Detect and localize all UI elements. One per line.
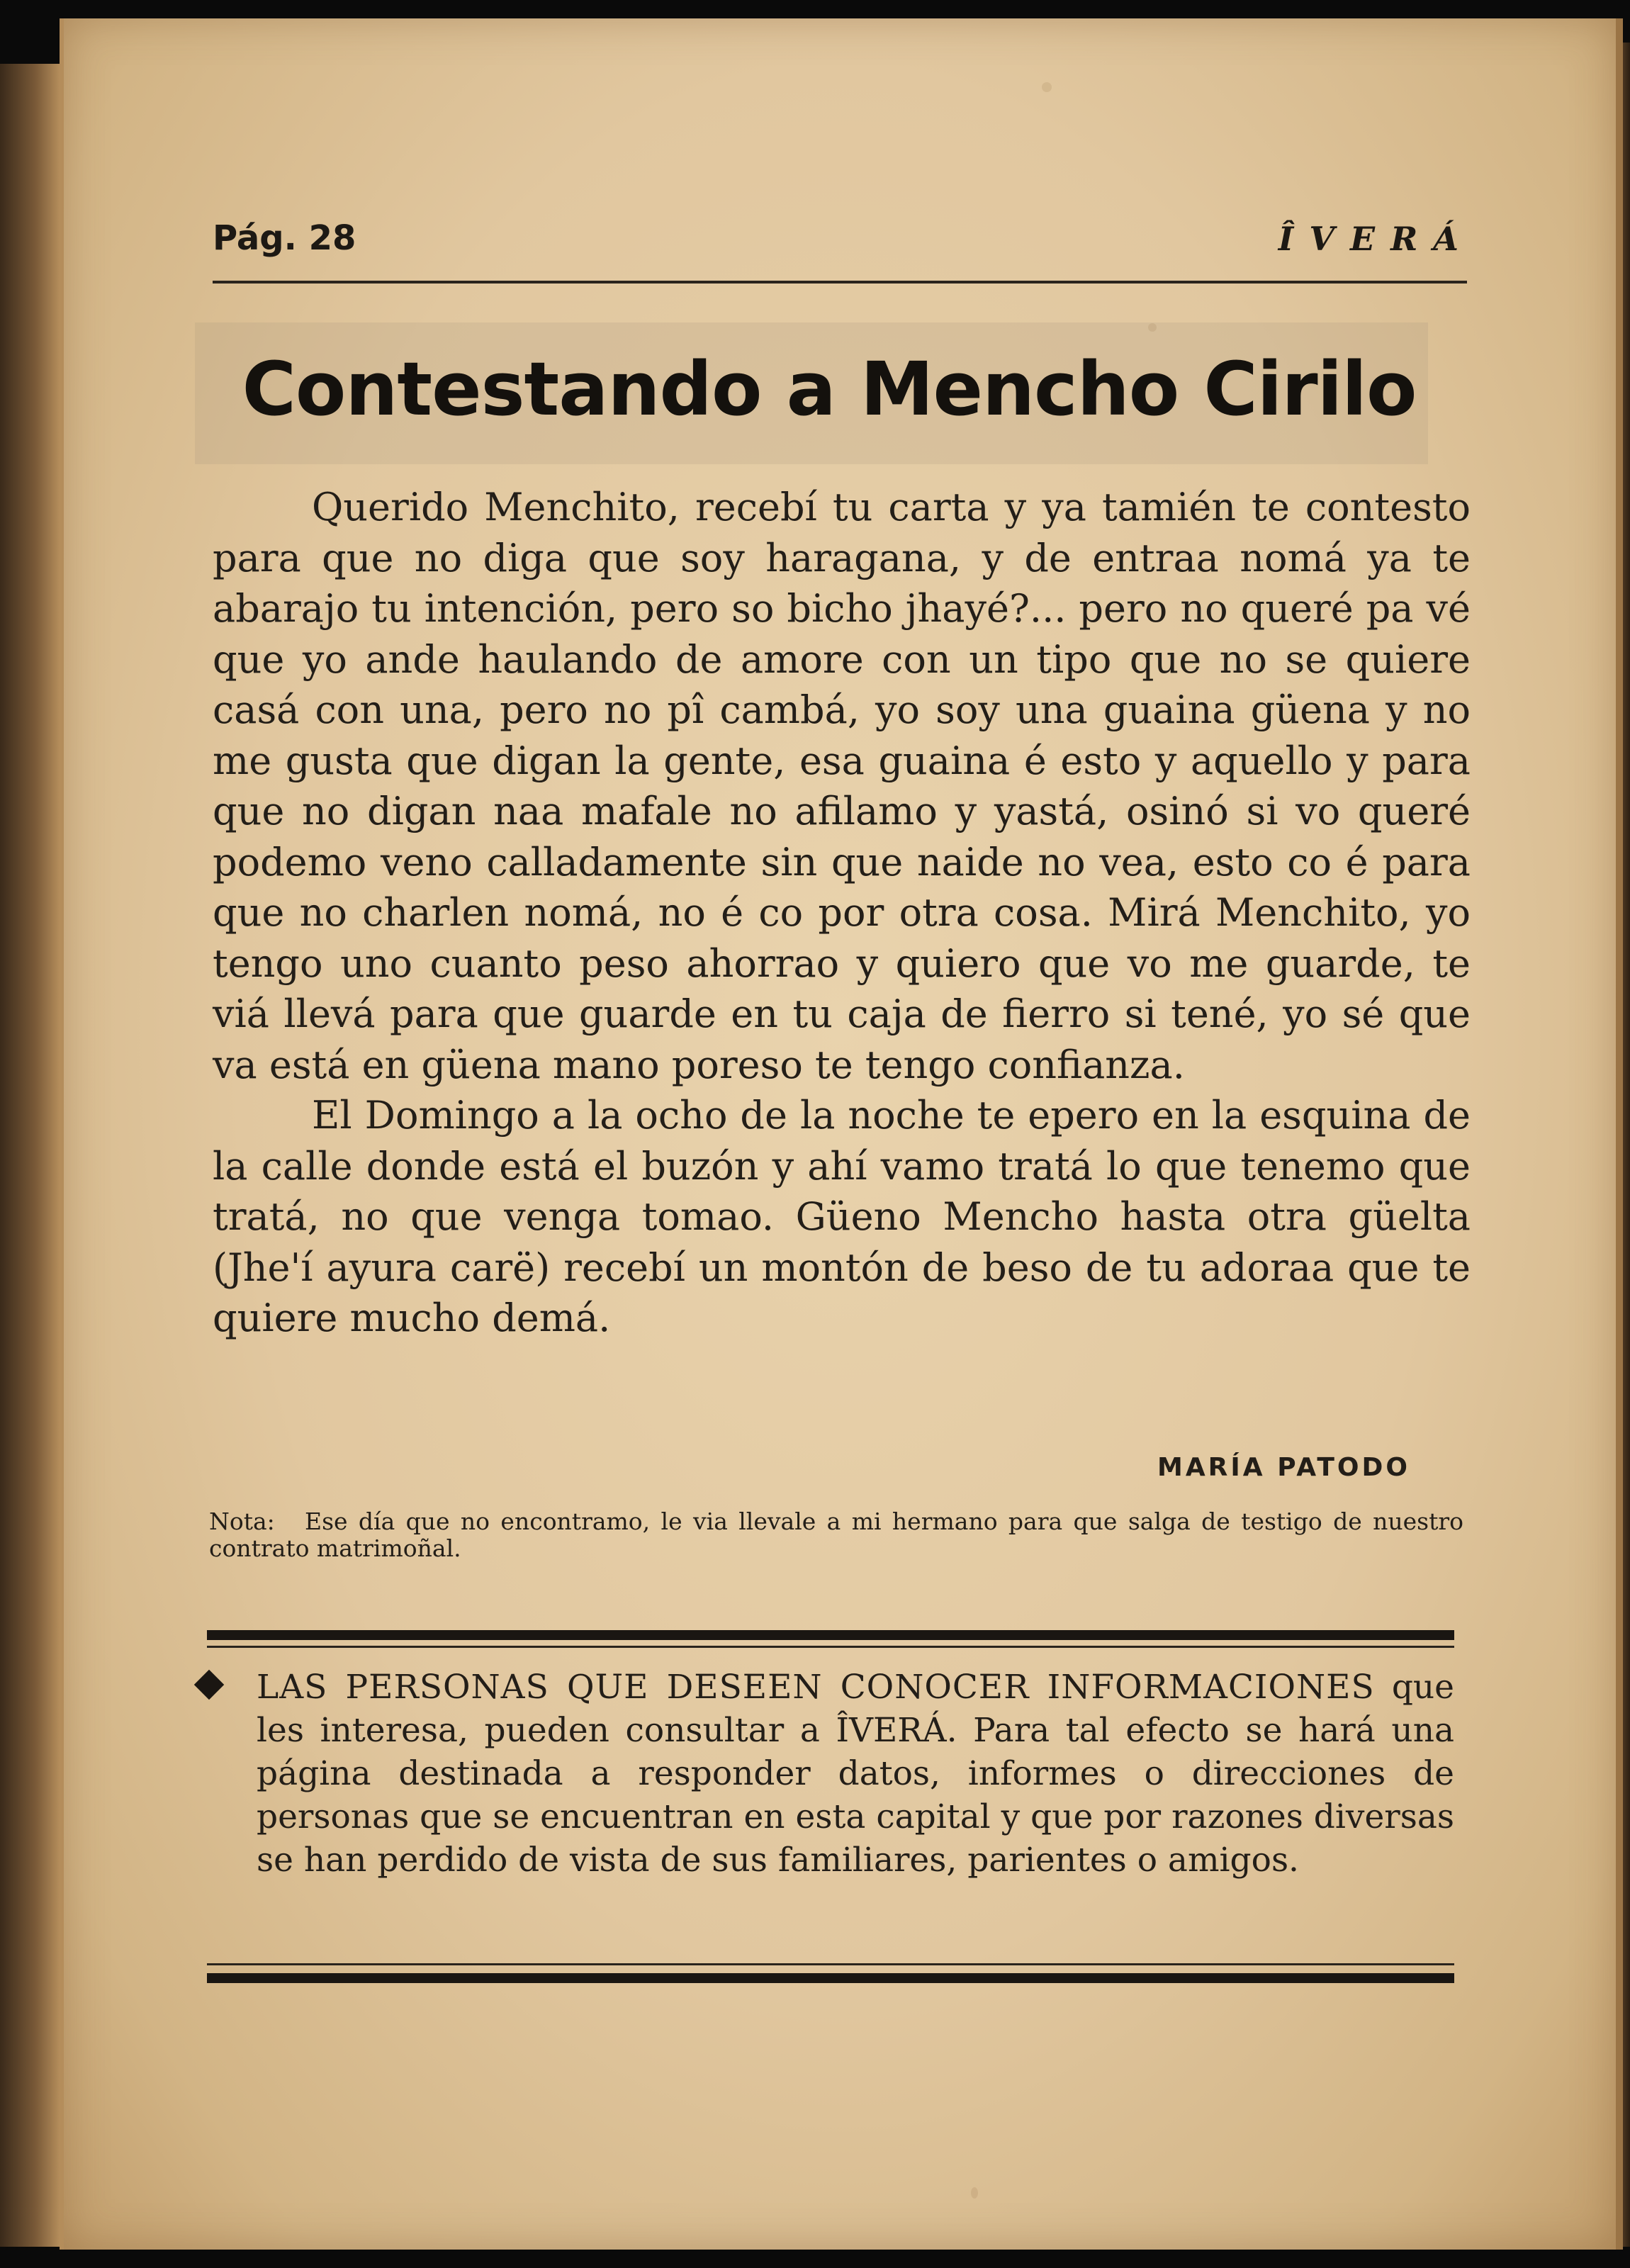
book-spine-edge	[0, 64, 60, 2247]
bottom-divider-thin	[207, 1963, 1454, 1965]
note-label: Nota:	[209, 1508, 275, 1535]
article-paragraph: El Domingo a la ocho de la noche te epero en la esquina de la calle donde está el buzón y ahí vamo tratá lo que tenemo que tratá, no que venga tomao. Güeno Mencho hasta otra güelta (Jhe'í ayura carë) recebí un montón de beso de tu adoraa que te quiere mucho demá.	[213, 1093, 1471, 1340]
announcement-lead: LAS PERSONAS QUE DESEEN CONOCER INFORMACIONES	[257, 1668, 1375, 1707]
article-title: Contestando a Mencho Cirilo	[242, 346, 1417, 432]
section-divider-thick	[207, 1630, 1454, 1640]
magazine-name: ÎVERÁ	[1278, 220, 1474, 258]
bottom-divider-thick	[207, 1973, 1454, 1983]
article-signature: MARÍA PATODO	[1157, 1453, 1410, 1482]
page-header	[213, 213, 1474, 269]
announcement-text	[257, 1666, 1454, 1882]
paper-spot	[1042, 82, 1052, 92]
note-text: Ese día que no encontramo, le via llevale a mi hermano para que salga de testigo de nuestro contrato matrimoñal.	[209, 1508, 1463, 1562]
paper-spot	[971, 2187, 978, 2199]
article-note	[209, 1508, 1463, 1562]
section-divider-thin	[207, 1646, 1454, 1648]
page-number: Pág. 28	[213, 218, 356, 258]
article-paragraph: Querido Menchito, recebí tu carta y ya tamién te contesto para que no diga que soy haragana, y de entraa nomá ya te abarajo tu intención, pero so bicho jhayé?... pero no queré pa vé que yo ande haulando de amore con un tipo que no se quiere casá con una, pero no pî cambá, yo soy una guaina güena y no me gusta que digan la gente, esa guaina é esto y aquello y para que no digan naa mafale no afilamo y yastá, osinó si vo queré podemo veno calladamente sin que naide no vea, esto co é para que no charlen nomá, no é co por otra cosa. Mirá Menchito, yo tengo uno cuanto peso ahorrao y quiero que vo me guarde, te viá llevá para que guarde en tu caja de fierro si tené, yo sé que va está en güena mano poreso te tengo confianza.	[213, 485, 1471, 1087]
article-body	[213, 482, 1471, 1344]
announcement-body: que les interesa, pueden consultar a ÎVERÁ. Para tal efecto se hará una página destinada a responder datos, informes o direcciones de personas que se encuentran en esta capital y que por razones diversas se han perdido de vista de sus familiares, parientes o amigos.	[257, 1668, 1454, 1880]
header-divider	[213, 281, 1467, 284]
